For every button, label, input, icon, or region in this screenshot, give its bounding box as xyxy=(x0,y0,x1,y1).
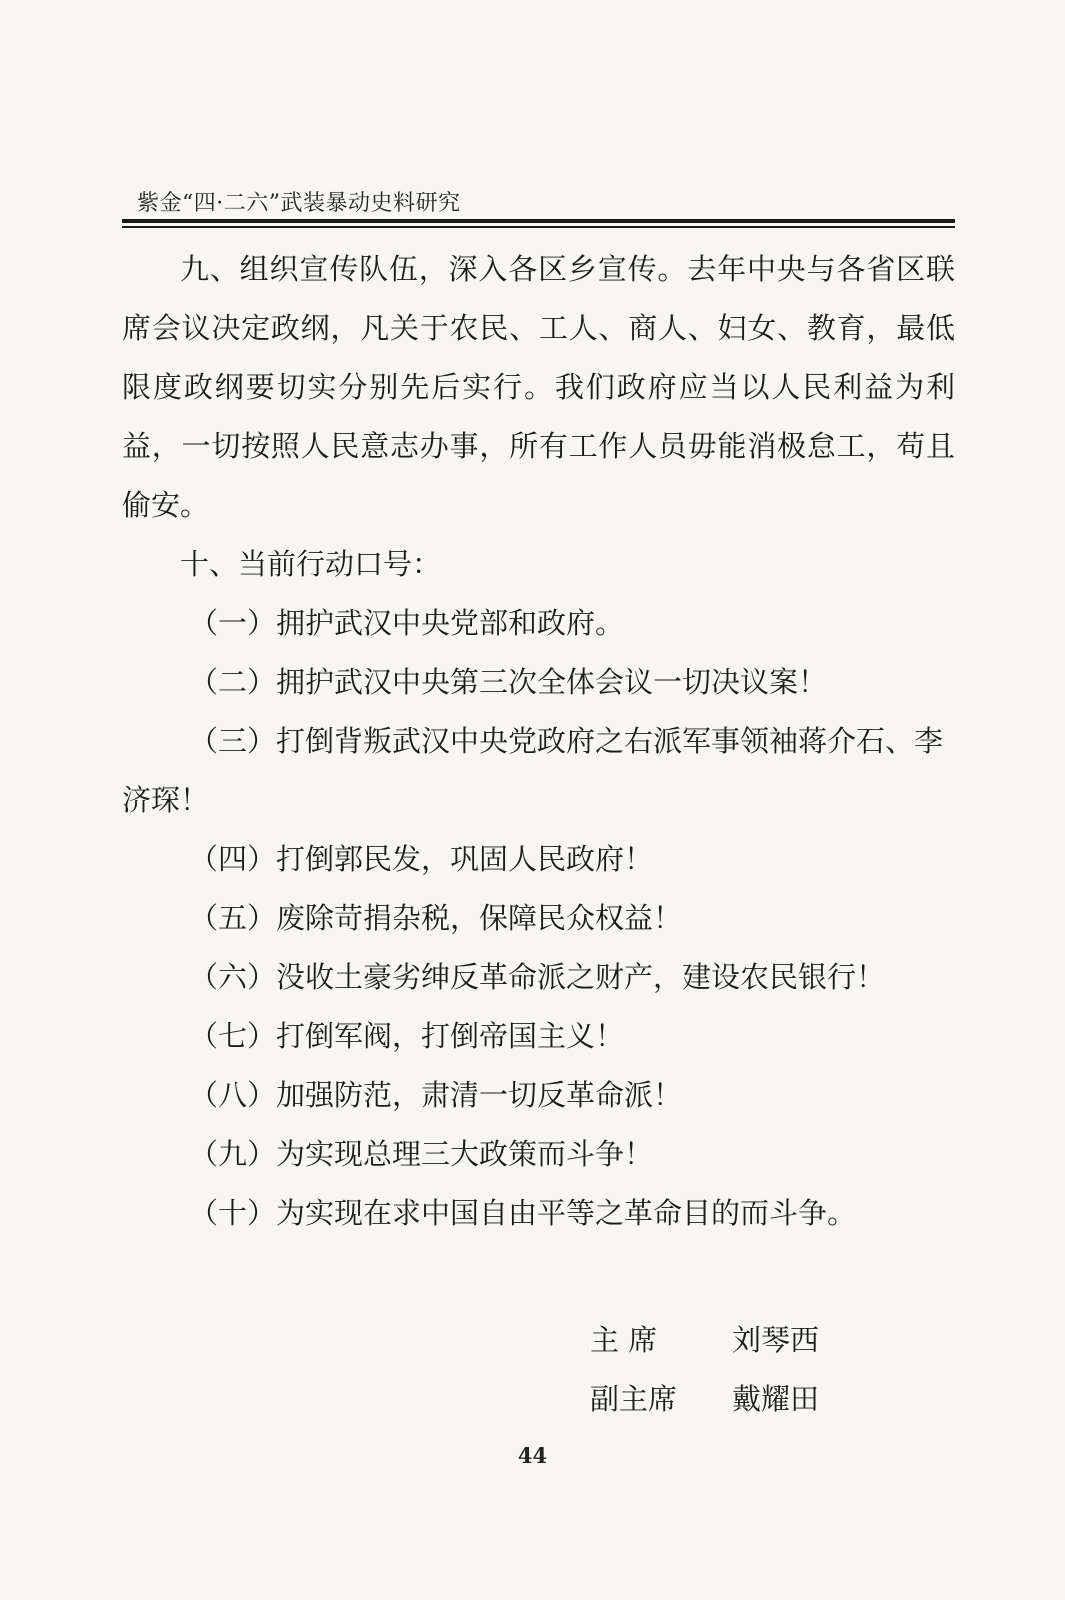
signature-role: 副主席 xyxy=(590,1382,678,1416)
signature-vice-chairman xyxy=(590,1377,819,1418)
signature-name: 刘琴西 xyxy=(732,1323,820,1357)
signature-role: 主 席 xyxy=(590,1323,658,1357)
slogan-item: （三）打倒背叛武汉中央党政府之右派军事领袖蒋介石、李济琛！ xyxy=(122,724,944,817)
slogan-item: （一）拥护武汉中央党部和政府。 xyxy=(189,606,625,640)
running-header-title: 紫金“四·二六”武装暴动史料研究 xyxy=(137,191,461,216)
slogan-item: （二）拥护武汉中央第三次全体会议一切决议案！ xyxy=(189,665,828,699)
header-rule-thin xyxy=(122,226,955,228)
slogan-item: （四）打倒郭民发，巩固人民政府！ xyxy=(189,842,654,876)
header-rule-thick xyxy=(122,219,955,223)
slogan-item: （十）为实现在求中国自由平等之革命目的而斗争。 xyxy=(189,1196,857,1230)
slogan-item: （九）为实现总理三大政策而斗争！ xyxy=(189,1137,654,1171)
signature-name: 戴耀田 xyxy=(732,1382,820,1416)
slogan-item: （六）没收土豪劣绅反革命派之财产，建设农民银行！ xyxy=(189,960,886,994)
page-number: 44 xyxy=(517,1443,548,1468)
signature-chairman xyxy=(590,1318,819,1359)
slogan-item: （七）打倒军阀，打倒帝国主义！ xyxy=(189,1019,625,1053)
paragraph-ten: 十、当前行动口号： xyxy=(180,547,442,581)
slogan-item: （五）废除苛捐杂税，保障民众权益！ xyxy=(189,901,683,935)
slogan-item: （八）加强防范，肃清一切反革命派！ xyxy=(189,1078,683,1112)
body-text xyxy=(122,240,955,1243)
paragraph-nine: 九、组织宣传队伍，深入各区乡宣传。去年中央与各省区联席会议决定政纲，凡关于农民、工人、商人、妇女、教育，最低限度政纲要切实分别先后实行。我们政府应当以人民利益为利益，一切按照人民意志办事，所有工作人员毋能消极怠工，苟且偷安。 xyxy=(122,252,955,522)
